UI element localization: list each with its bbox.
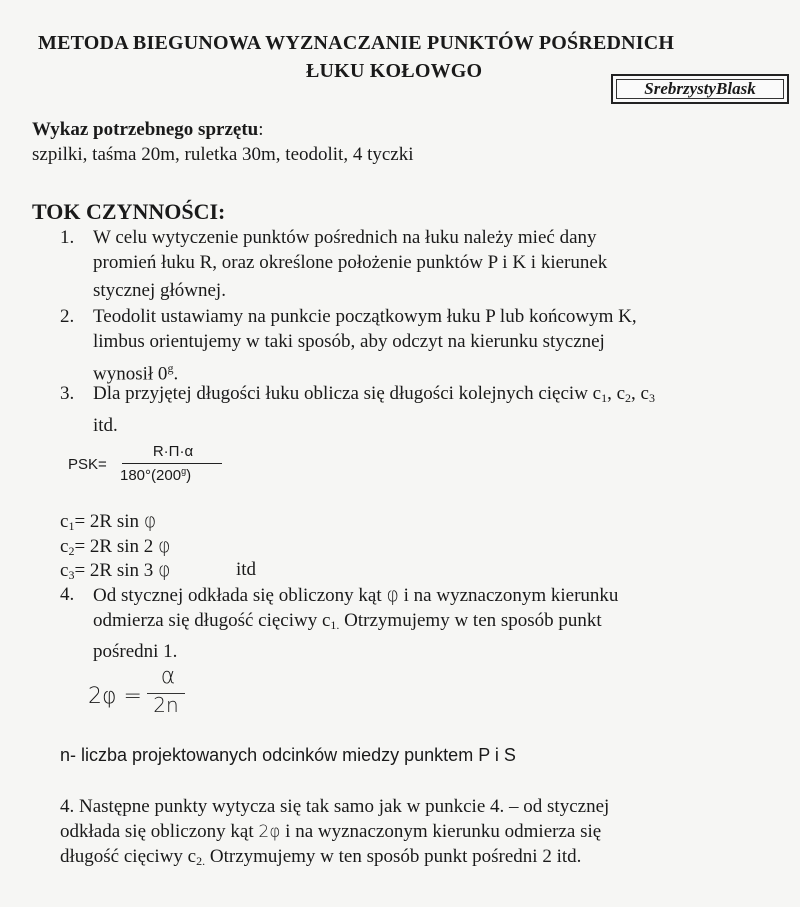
step-4-line-1-a: Od stycznej odkłada się obliczony kąt [93, 585, 387, 606]
chord-2-symbol: c [60, 536, 69, 557]
chord-formula-2 [60, 534, 171, 559]
title-line-1: METODA BIEGUNOWA WYZNACZANIE PUNKTÓW POŚREDNICH [38, 32, 675, 54]
equipment-heading-label: Wykaz potrzebnego sprzętu [32, 119, 259, 140]
chord-formula-1 [60, 509, 156, 534]
step-4b-line-2-b: i na wyznaczonym kierunku odmierza się [280, 821, 602, 842]
chord-2-index: 2 [68, 544, 75, 558]
step-4b-line-2-a: odkłada się obliczony kąt [60, 821, 259, 842]
step-3-sep-2: , c [631, 383, 649, 404]
chord-1-phi: φ [143, 510, 157, 532]
step-4-line-3: pośredni 1. [93, 641, 178, 662]
psk-numerator: R·Π·α [152, 443, 194, 460]
chord-3-phi: φ [158, 559, 171, 581]
step-1-line-1: W celu wytyczenie punktów pośrednich na łuku należy mieć dany [93, 227, 597, 248]
step-2-line-3-end: . [173, 363, 179, 385]
angle-formula-lhs: 2φ = [88, 684, 142, 709]
watermark-stamp [611, 74, 789, 104]
step-4-line-2 [93, 609, 602, 633]
chord-2-phi: φ [158, 535, 171, 557]
step-3-line-1-text: Dla przyjętej długości łuku oblicza się długości kolejnych cięciw c [93, 383, 602, 404]
psk-fraction-bar [122, 463, 222, 464]
step-4-line-2-b: Otrzymujemy w ten sposób punkt [339, 610, 602, 631]
step-4b-line-3-b: Otrzymujemy w ten sposób punkt pośredni 2 itd. [205, 846, 582, 867]
step-4b-phi: 2φ [258, 822, 281, 842]
n-definition: n- liczba projektowanych odcinków miedzy punktem P i S [60, 745, 516, 765]
step-1-line-2: promień łuku R, oraz określone położenie punktów P i K i kierunek [93, 252, 608, 273]
step-4b-line-3 [60, 845, 581, 869]
step-4b-chord-sub: 2. [196, 854, 206, 868]
angle-formula-numerator: α [160, 664, 176, 689]
step-3-number: 3. [60, 383, 75, 404]
step-2-number: 2. [60, 306, 75, 327]
step-4-chord-sub: 1. [330, 618, 340, 632]
step-2-line-2: limbus orientujemy w taki sposób, aby odczyt na kierunku stycznej [93, 331, 605, 352]
step-3-line-2: itd. [93, 415, 118, 436]
equipment-list: szpilki, taśma 20m, ruletka 30m, teodolit, 4 tyczki [32, 144, 414, 165]
chord-3-sub: 3 [648, 391, 655, 405]
equipment-heading [32, 118, 264, 142]
step-1-number: 1. [60, 227, 75, 248]
equipment-heading-colon: : [258, 119, 264, 140]
psk-denominator-end: ) [186, 467, 192, 484]
chord-formula-3 [60, 558, 171, 583]
chord-3-eq: = 2R sin 3 [74, 560, 158, 581]
stamp-text: SrebrzystyBlask [616, 79, 784, 99]
step-4b-line-3-a: długość cięciwy c [60, 846, 197, 867]
psk-denominator-text: 180°(200 [120, 467, 182, 484]
angle-formula-denominator: 2n [153, 693, 179, 717]
chord-3-symbol: c [60, 560, 69, 581]
step-4-phi: φ [386, 584, 399, 606]
chord-2-eq: = 2R sin 2 [74, 536, 158, 557]
step-4-number: 4. [60, 584, 75, 605]
psk-denominator [120, 466, 191, 484]
chord-1-symbol: c [60, 511, 69, 532]
step-3-line-1 [93, 382, 655, 406]
chord-1-sub: 1 [601, 391, 608, 405]
step-4b-line-1: 4. Następne punkty wytycza się tak samo jak w punkcie 4. – od stycznej [60, 796, 610, 817]
grad-superscript: g [167, 361, 174, 375]
chord-1-index: 1 [68, 519, 75, 533]
step-2-line-3-text: wynosił 0 [93, 363, 168, 385]
step-4-line-2-a: odmierza się długość cięciwy c [93, 610, 331, 631]
chord-1-eq: = 2R sin [74, 511, 144, 532]
chord-formula-3-tail: itd [236, 559, 257, 580]
chord-2-sub: 2 [625, 391, 632, 405]
step-4-line-1 [93, 583, 618, 608]
title-line-2: ŁUKU KOŁOWGO [306, 60, 483, 82]
chord-3-index: 3 [68, 568, 75, 582]
psk-denominator-sup: g [181, 466, 187, 476]
step-4b-line-2 [60, 820, 601, 844]
step-1-line-3: stycznej głównej. [93, 280, 226, 301]
step-4-line-1-b: i na wyznaczonym kierunku [398, 585, 619, 606]
steps-heading: TOK CZYNNOŚCI: [32, 199, 226, 224]
psk-label: PSK= [68, 456, 107, 473]
step-3-sep-1: , c [607, 383, 626, 404]
step-2-line-1: Teodolit ustawiamy na punkcie początkowym łuku P lub końcowym K, [93, 306, 637, 327]
